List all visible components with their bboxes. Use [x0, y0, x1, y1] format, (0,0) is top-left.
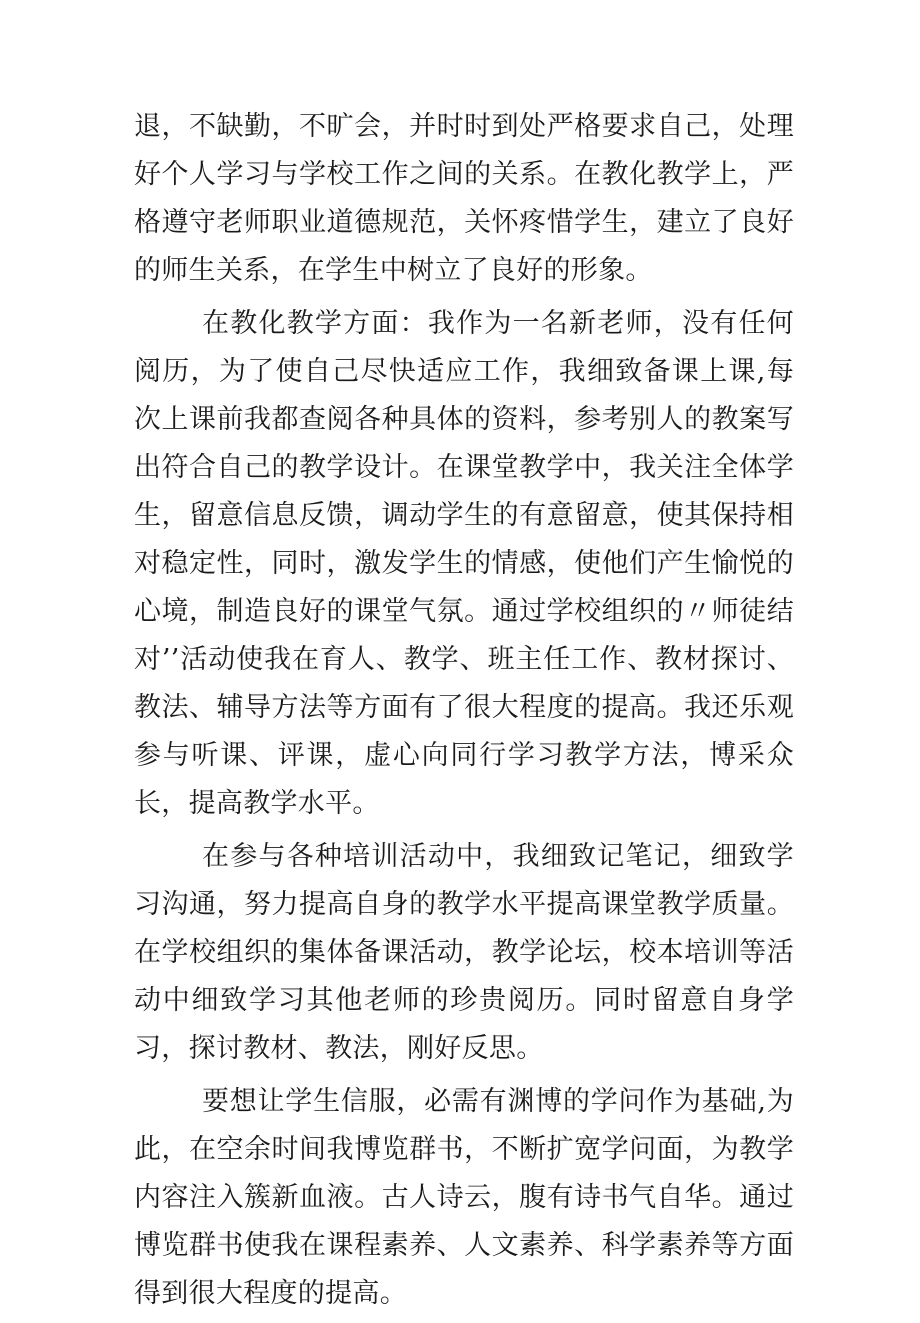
document-body	[134, 103, 794, 1323]
paragraph-3: 在参与各种培训活动中，我细致记笔记，细致学习沟通，努力提高自身的教学水平提高课堂教学质量。在学校组织的集体备课活动，教学论坛，校本培训等活动中细致学习其他老师的珍贵阅历。同时留意自身学习，探讨教材、教法，刚好反思。	[134, 841, 794, 1064]
paragraph-1: 退，不缺勤，不旷会，并时时到处严格要求自己，处理好个人学习与学校工作之间的关系。在教化教学上，严格遵守老师职业道德规范，关怀疼惜学生，建立了良好的师生关系，在学生中树立了良好的形象。	[134, 111, 794, 286]
paragraph-2: 在教化教学方面：我作为一名新老师，没有任何阅历，为了使自己尽快适应工作，我细致备课上课,每次上课前我都查阅各种具体的资料，参考别人的教案写出符合自己的教学设计。在课堂教学中，我关注全体学生，留意信息反馈，调动学生的有意留意，使其保持相对稳定性，同时，激发学生的情感，使他们产生愉悦的心境，制造良好的课堂气氛。通过学校组织的〃师徒结对’’活动使我在育人、教学、班主任工作、教材探讨、教法、辅导方法等方面有了很大程度的提高。我还乐观参与听课、评课，虚心向同行学习教学方法，博采众长，提高教学水平。	[134, 308, 794, 819]
paragraph-4: 要想让学生信服，必需有渊博的学问作为基础,为此，在空余时间我博览群书，不断扩宽学问面，为教学内容注入簇新血液。古人诗云，腹有诗书气自华。通过博览群书使我在课程素养、人文素养、科学素养等方面得到很大程度的提高。	[134, 1086, 794, 1309]
